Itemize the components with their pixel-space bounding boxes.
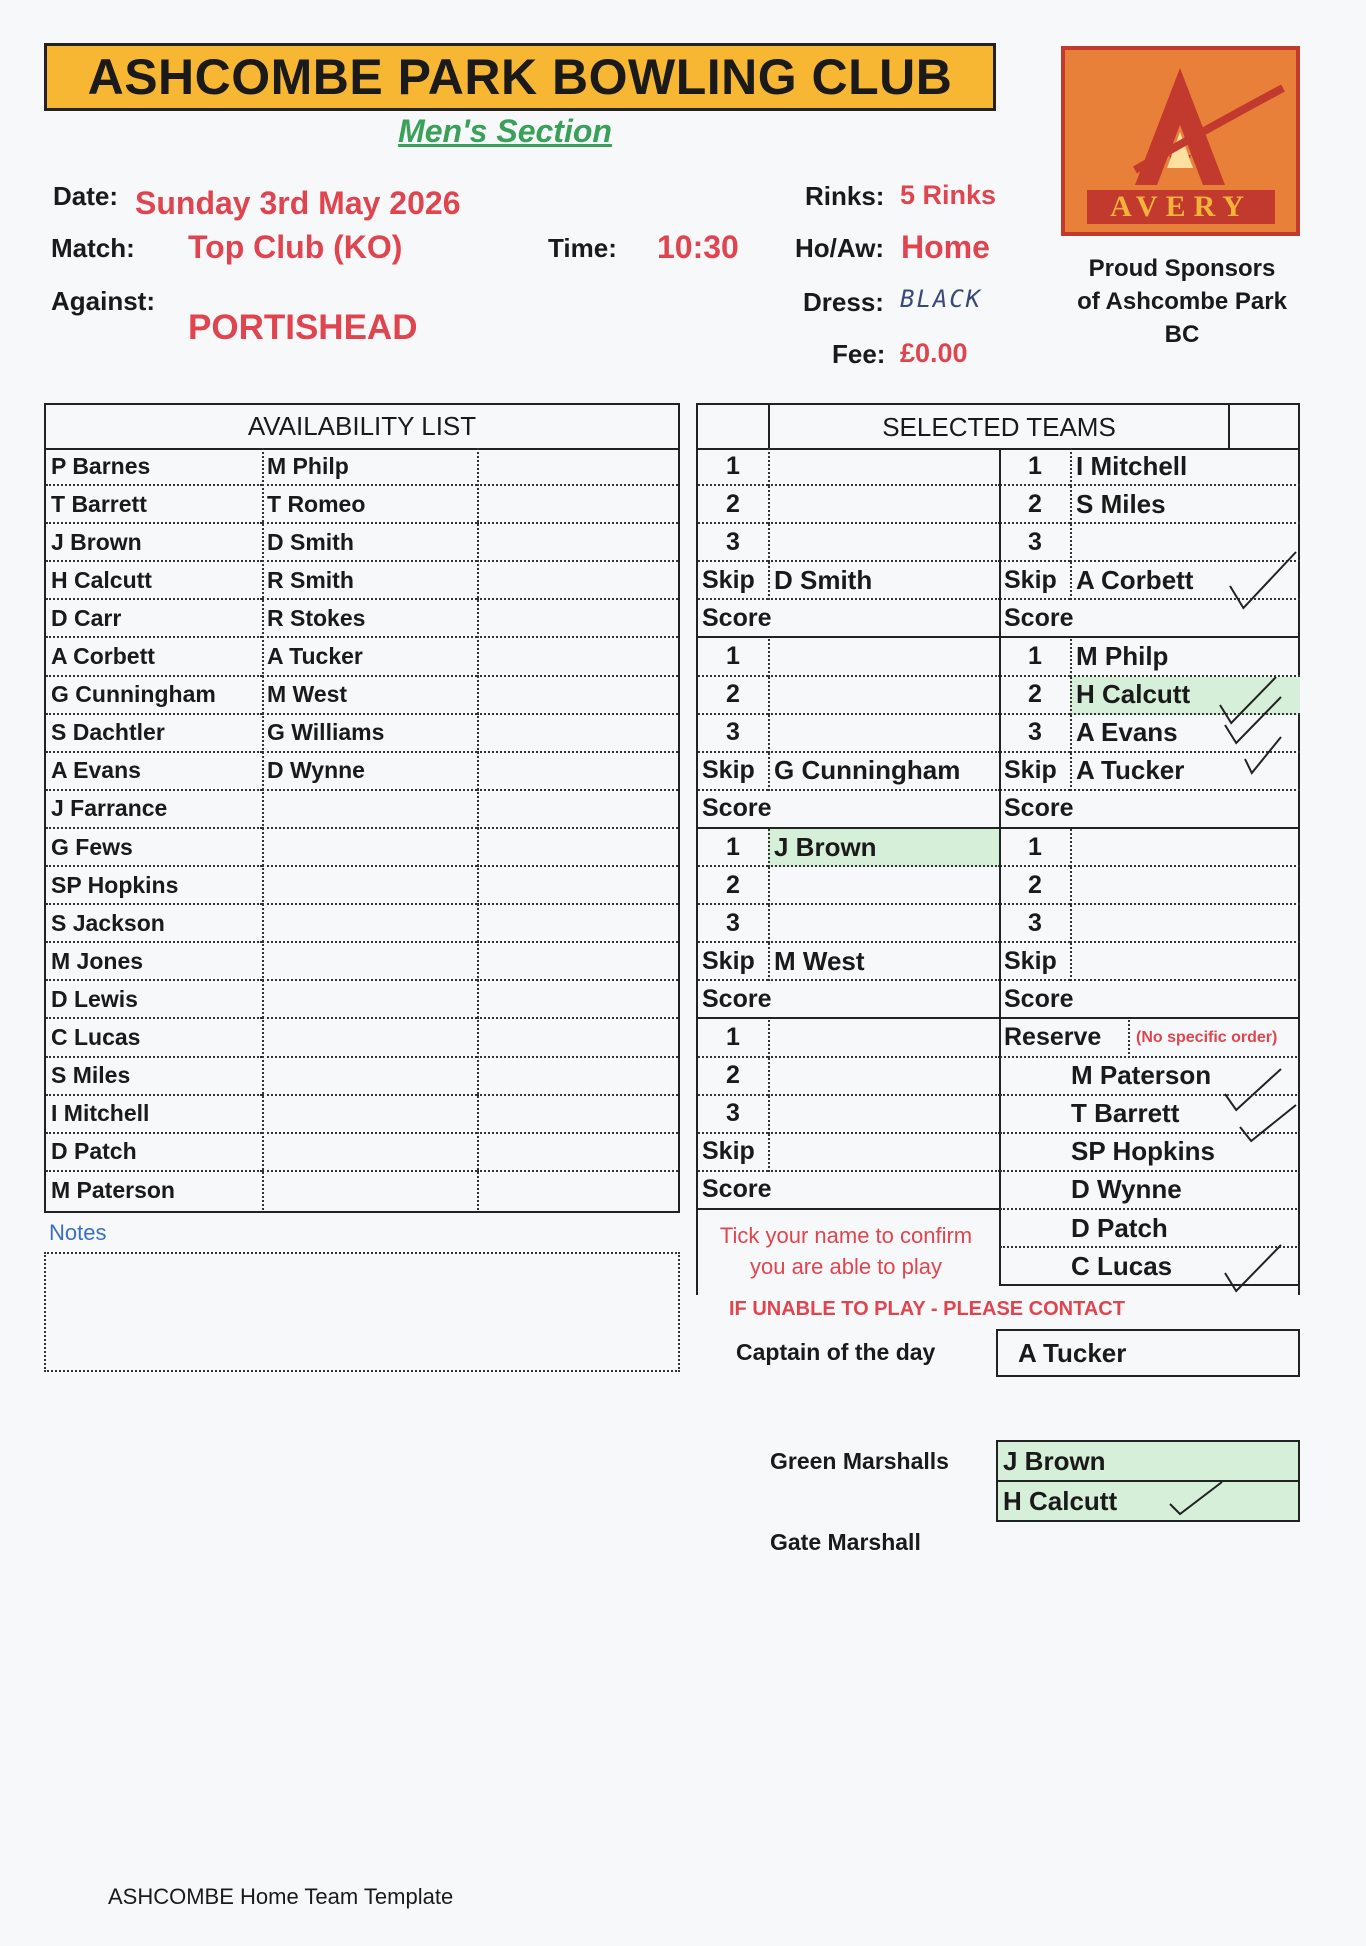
availability-name — [262, 1096, 477, 1134]
availability-blank — [477, 600, 678, 638]
match-label: Match: — [51, 233, 135, 263]
score-label: Score — [698, 981, 1000, 1019]
time-label: Time: — [548, 233, 617, 263]
dress-label: Dress: — [803, 287, 884, 317]
availability-blank — [477, 715, 678, 753]
avery-logo — [1061, 46, 1300, 236]
team-player: H Calcutt — [1070, 677, 1300, 715]
time-value: 10:30 — [657, 229, 739, 265]
availability-name: D Wynne — [262, 753, 477, 791]
green-marshalls-box — [996, 1440, 1300, 1522]
player-number: 2 — [1000, 677, 1070, 715]
sponsor-line3: BC — [1164, 321, 1200, 348]
team-player: G Cunningham — [768, 753, 1000, 791]
availability-name: C Lucas — [46, 1020, 262, 1058]
availability-name: D Smith — [262, 524, 477, 562]
team-player — [1070, 867, 1300, 905]
tick-instruction-1: Tick your name to confirm — [719, 1223, 973, 1248]
team-player — [768, 486, 1000, 524]
footer-text: ASHCOMBE Home Team Template — [108, 1884, 454, 1909]
availability-blank — [477, 1058, 678, 1096]
availability-name: I Mitchell — [46, 1096, 262, 1134]
availability-blank — [477, 867, 678, 905]
green-marshalls-label: Green Marshalls — [770, 1448, 949, 1474]
team-player — [768, 1096, 1000, 1134]
player-number: 2 — [1000, 867, 1070, 905]
sponsor-line2: of Ashcombe Park — [1077, 288, 1287, 315]
availability-name: A Tucker — [262, 639, 477, 677]
checkmark-icon — [1223, 1243, 1283, 1293]
availability-name: D Carr — [46, 600, 262, 638]
reserve-label: Reserve — [1000, 1020, 1130, 1058]
availability-name: J Brown — [46, 524, 262, 562]
checkmark-icon — [1243, 735, 1283, 775]
team-player — [768, 715, 1000, 753]
team-player — [768, 524, 1000, 562]
reserve-player: D Patch — [1000, 1210, 1300, 1248]
dress-value: BLACK — [900, 285, 983, 313]
availability-blank — [477, 753, 678, 791]
availability-name — [262, 867, 477, 905]
captain-label: Captain of the day — [736, 1339, 936, 1365]
skip-label: Skip — [1000, 943, 1070, 981]
availability-name — [262, 981, 477, 1019]
availability-blank — [477, 943, 678, 981]
player-number: 1 — [698, 448, 768, 486]
availability-name: G Cunningham — [46, 677, 262, 715]
availability-name: R Smith — [262, 562, 477, 600]
availability-heading: AVAILABILITY LIST — [46, 405, 678, 450]
availability-name: D Lewis — [46, 981, 262, 1019]
player-number: 1 — [1000, 829, 1070, 867]
player-number: 1 — [698, 829, 768, 867]
team-player: A Evans — [1070, 715, 1300, 753]
sponsor-text — [1052, 252, 1312, 351]
availability-name: P Barnes — [46, 448, 262, 486]
availability-blank — [477, 486, 678, 524]
skip-label: Skip — [1000, 562, 1070, 600]
availability-name — [262, 1020, 477, 1058]
player-number: 1 — [698, 639, 768, 677]
player-number: 3 — [1000, 905, 1070, 943]
player-number: 3 — [698, 1096, 768, 1134]
availability-name: S Miles — [46, 1058, 262, 1096]
availability-blank — [477, 1020, 678, 1058]
reserve-player: C Lucas — [1000, 1248, 1300, 1286]
skip-label: Skip — [698, 943, 768, 981]
availability-blank — [477, 791, 678, 829]
checkmark-icon — [1166, 1478, 1226, 1518]
checkmark-icon — [1238, 1103, 1298, 1143]
team-player: A Tucker — [1070, 753, 1300, 791]
team-player: S Miles — [1070, 486, 1300, 524]
rinks-label: Rinks: — [805, 181, 885, 211]
team-player: M Philp — [1070, 639, 1300, 677]
availability-name: SP Hopkins — [46, 867, 262, 905]
team-player: M West — [768, 943, 1000, 981]
date-label: Date: — [53, 181, 119, 211]
reserve-player: D Wynne — [1000, 1172, 1300, 1210]
score-label: Score — [698, 1172, 1000, 1210]
against-label: Against: — [51, 286, 155, 316]
availability-blank — [477, 524, 678, 562]
player-number: 2 — [698, 1058, 768, 1096]
logo-word: AVERY — [1087, 190, 1275, 224]
availability-name — [262, 943, 477, 981]
reserve-player: M Paterson — [1000, 1058, 1300, 1096]
tick-instruction-2: you are able to play — [749, 1254, 943, 1279]
team-player: J Brown — [768, 829, 1000, 867]
availability-blank — [477, 1172, 678, 1210]
captain-value: A Tucker — [996, 1329, 1300, 1377]
skip-label: Skip — [1000, 753, 1070, 791]
availability-blank — [477, 981, 678, 1019]
player-number: 3 — [698, 905, 768, 943]
club-title: ASHCOMBE PARK BOWLING CLUB — [44, 43, 996, 111]
availability-name: G Williams — [262, 715, 477, 753]
team-player — [1070, 905, 1300, 943]
availability-name: M Jones — [46, 943, 262, 981]
team-player — [768, 448, 1000, 486]
green-marshall-1: J Brown — [998, 1442, 1298, 1482]
match-value: Top Club (KO) — [188, 229, 403, 265]
availability-name: G Fews — [46, 829, 262, 867]
availability-name: S Jackson — [46, 905, 262, 943]
availability-name — [262, 829, 477, 867]
team-player: I Mitchell — [1070, 448, 1300, 486]
availability-name: M West — [262, 677, 477, 715]
availability-name: M Paterson — [51, 1177, 175, 1204]
reserve-player: SP Hopkins — [1000, 1134, 1300, 1172]
team-player — [768, 677, 1000, 715]
availability-blank — [477, 562, 678, 600]
hoaw-value: Home — [901, 229, 990, 265]
team-player: D Smith — [768, 562, 1000, 600]
availability-name: D Patch — [46, 1134, 262, 1172]
score-label: Score — [698, 600, 1000, 638]
score-label: Score — [1000, 600, 1300, 638]
score-label: Score — [1000, 791, 1300, 829]
team-player — [768, 905, 1000, 943]
fee-label: Fee: — [832, 339, 886, 369]
skip-label: Skip — [698, 562, 768, 600]
availability-blank — [477, 905, 678, 943]
availability-blank — [477, 829, 678, 867]
against-value: PORTISHEAD — [188, 308, 418, 347]
team-player — [768, 1020, 1000, 1058]
score-label: Score — [698, 791, 1000, 829]
notes-box[interactable] — [44, 1252, 680, 1372]
availability-name — [262, 1134, 477, 1172]
availability-name: T Barrett — [46, 486, 262, 524]
selected-teams — [696, 403, 1300, 1295]
availability-name: A Corbett — [46, 639, 262, 677]
team-player — [1070, 829, 1300, 867]
player-number: 3 — [698, 524, 768, 562]
player-number: 3 — [1000, 715, 1070, 753]
player-number: 3 — [698, 715, 768, 753]
availability-name: J Farrance — [46, 791, 262, 829]
player-number: 2 — [698, 486, 768, 524]
rinks-value: 5 Rinks — [900, 180, 997, 210]
availability-name: H Calcutt — [46, 562, 262, 600]
team-player — [1070, 943, 1300, 981]
team-player — [768, 1134, 1000, 1172]
reserve-player: T Barrett — [1000, 1096, 1300, 1134]
player-number: 2 — [698, 867, 768, 905]
reserve-note: (No specific order) — [1132, 1020, 1300, 1058]
skip-label: Skip — [698, 753, 768, 791]
player-number: 1 — [698, 1020, 768, 1058]
availability-name — [262, 791, 477, 829]
team-player — [768, 867, 1000, 905]
availability-blank — [477, 1134, 678, 1172]
score-label: Score — [1000, 981, 1300, 1019]
sponsor-line1: Proud Sponsors — [1088, 255, 1276, 282]
player-number: 2 — [1000, 486, 1070, 524]
availability-name: T Romeo — [262, 486, 477, 524]
availability-name: A Evans — [46, 753, 262, 791]
contact-instruction: IF UNABLE TO PLAY - PLEASE CONTACT — [729, 1298, 1125, 1320]
availability-name: R Stokes — [262, 600, 477, 638]
notes-label: Notes — [49, 1220, 107, 1245]
skip-label: Skip — [698, 1134, 768, 1172]
availability-name — [262, 905, 477, 943]
fee-value: £0.00 — [900, 338, 968, 368]
availability-blank — [477, 677, 678, 715]
section-title: Men's Section — [398, 113, 612, 149]
availability-blank — [477, 448, 678, 486]
player-number: 1 — [1000, 448, 1070, 486]
availability-blank — [477, 1096, 678, 1134]
availability-name: M Philp — [262, 448, 477, 486]
team-player: A Corbett — [1070, 562, 1300, 600]
availability-list — [44, 403, 680, 1213]
team-player — [768, 639, 1000, 677]
checkmark-icon — [1228, 550, 1298, 610]
green-marshall-2: H Calcutt — [1003, 1485, 1118, 1516]
player-number: 3 — [1000, 524, 1070, 562]
player-number: 1 — [1000, 639, 1070, 677]
availability-name — [262, 1172, 477, 1210]
player-number: 2 — [698, 677, 768, 715]
date-value: Sunday 3rd May 2026 — [135, 185, 461, 221]
gate-marshall-label: Gate Marshall — [770, 1529, 921, 1555]
availability-blank — [477, 639, 678, 677]
teams-heading: SELECTED TEAMS — [768, 405, 1230, 450]
team-player — [768, 1058, 1000, 1096]
availability-name — [262, 1058, 477, 1096]
hoaw-label: Ho/Aw: — [795, 233, 885, 263]
availability-name: S Dachtler — [46, 715, 262, 753]
